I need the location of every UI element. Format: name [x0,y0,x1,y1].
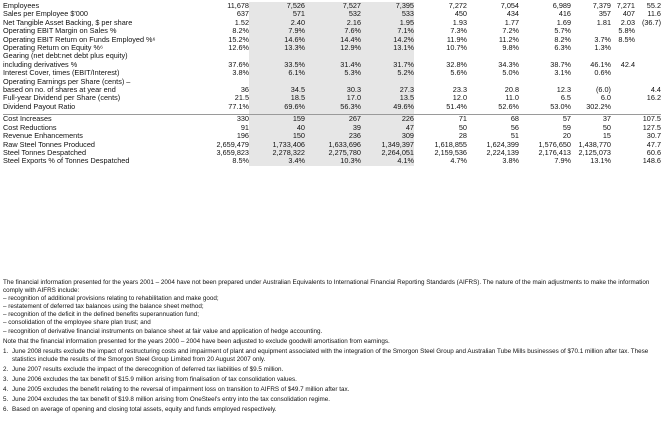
table-cell: 2,176,413 [538,147,571,157]
table-cell: 11.2% [498,34,519,44]
footnote-item [3,366,659,374]
table-cell: 2,224,139 [486,147,519,157]
table-cell: 18.5 [249,94,305,102]
table-cell: 37.6% [228,59,249,69]
table-cell: 33.5% [249,52,305,69]
table-cell: 9.8% [502,43,519,53]
table-cell: 47.7 [646,139,661,149]
table-cell [611,103,635,111]
row-label-line: Operating EBIT Return on Funds Employed %⁶ [3,34,156,44]
row-label [3,52,193,69]
table-cell: 196 [236,131,249,141]
table-cell: 50 [458,122,467,132]
table-cell [635,69,661,77]
table-cell: 309 [361,132,414,140]
table-cell: 532 [305,10,361,18]
table-cell: 77.1% [228,101,249,111]
table-cell: 1,438,770 [578,139,611,149]
table-cell: 46.1% [590,59,611,69]
table-cell: 55.2 [646,1,661,10]
table-cell: 49.6% [361,103,414,111]
table-cell [635,44,661,52]
table-cell: 60.6 [646,147,661,157]
footnote-number: 2. [3,365,9,373]
row-label [3,157,193,165]
table-cell: 330 [193,115,249,124]
table-cell: 69.6% [249,103,305,111]
table-cell: 8.2% [554,34,571,44]
table-cell: 13.3% [249,44,305,52]
table-cell: 5.3% [305,69,361,77]
footnote-item [3,348,659,364]
table-cell: 7,379 [592,1,611,10]
table-cell: 12.3 [556,85,571,95]
table-cell [611,124,635,132]
footnote-number: 3. [3,376,9,384]
table-cell: 1.52 [234,17,249,27]
footnote-item [3,406,659,414]
table-cell: 1.95 [361,19,414,27]
table-cell: 59 [562,122,571,132]
table-cell [635,36,661,44]
row-label-line: Operating Return on Equity %⁶ [3,43,103,53]
table-cell [611,132,635,140]
table-cell [611,149,635,157]
table-cell [611,78,635,95]
table-cell: 40 [249,124,305,132]
table-cell: 13.5 [361,94,414,102]
footnotes [3,279,659,414]
table-cell: 407 [622,9,635,19]
table-cell: 4.7% [450,156,467,166]
table-cell: 226 [361,115,414,124]
table-cell: 15.2% [228,34,249,44]
adjustment-item: – restatement of deferred tax balances using the balance sheet method; [3,303,204,311]
table-cell: 14.4% [305,36,361,44]
table-cell: 28 [458,131,467,141]
table-cell: 7.9% [554,156,571,166]
table-cell: 5.7% [554,26,571,36]
table-cell: 31.7% [361,52,414,69]
table-cell: 11.9% [446,34,467,44]
table-cell: 15 [602,131,611,141]
table-cell: 7.3% [450,26,467,36]
row-label-line: Revenue Enhancements [3,131,83,141]
footnote-text: June 2005 excludes the benefit relating to the reversal of impairment loss on transition to AIFRS of $49.7 million after tax. [12,386,350,394]
footnote-item [3,396,659,404]
table-row [3,78,661,95]
table-cell: 53.0% [550,101,571,111]
row-label-line: Gearing (net debt:net debt plus equity) [3,51,128,61]
table-cell: 7.1% [361,27,414,35]
table-cell: 127.5 [642,122,661,132]
table-cell [611,44,635,52]
table-cell: 42.4 [620,59,635,69]
table-cell: 13.1% [361,44,414,52]
row-label-line-2: including derivatives % [3,59,78,69]
table-cell [611,141,635,149]
table-cell: 31.4% [305,52,361,69]
table-cell: 11.0 [505,93,519,103]
table-cell: 3,659,823 [216,147,249,157]
numbered-footnotes [3,348,659,415]
table-cell: 6.1% [249,69,305,77]
table-cell: 1,576,650 [538,139,571,149]
table-cell: 2,275,780 [305,149,361,157]
row-label [3,78,193,95]
table-cell: 7,395 [361,2,414,10]
table-cell: 7,054 [500,1,519,10]
table-cell: 1,633,696 [305,141,361,149]
aifrs-adjustments-list [3,295,659,335]
table-cell: 4.1% [361,157,414,165]
table-cell: 7,272 [448,1,467,10]
adjustment-item: – recognition of additional provisions relating to rehabilitation and make good; [3,295,219,303]
table-cell: 2,264,051 [361,149,414,157]
adjustment-item: – consolidation of the employee share plan trust; and [3,319,151,327]
table-cell: 10.3% [305,157,361,165]
row-label-line: Operating EBIT Margin on Sales % [3,26,117,36]
footnote-item [3,376,659,384]
table-cell: 34.3% [498,59,519,69]
table-cell: 68 [467,115,519,124]
table-cell: 12.0 [452,93,467,103]
table-cell: 3.7% [594,34,611,44]
table-cell: 5.8% [618,26,635,36]
table-cell: 2.40 [249,19,305,27]
adjustment-item: – recognition of the deficit in the defined benefits superannuation fund; [3,311,200,319]
row-label-line: Steel Tonnes Despatched [3,147,87,157]
row-label-line: Operating Earnings per Share (cents) – [3,76,131,86]
table-cell: 2,278,322 [249,149,305,157]
table-cell: 27.3 [361,78,414,95]
statistics-table-body [3,2,661,166]
table-cell: 2,159,536 [434,147,467,157]
table-cell: 13.1% [590,156,611,166]
table-cell: 5.6% [450,68,467,78]
table-cell: (36.7) [641,17,661,27]
table-cell: 267 [305,115,361,124]
table-cell: 2.16 [305,19,361,27]
table-cell: 2,659,479 [216,139,249,149]
table-cell: 21.5 [234,93,249,103]
table-cell: 6.5 [560,93,571,103]
footnote-text: Based on average of opening and closing total assets, equity and funds employed respectively. [12,406,277,414]
table-cell: 1.81 [596,17,611,27]
adjustment-item: – recognition of derivative financial instruments on balance sheet at fair value and application of hedge accounting. [3,327,323,335]
row-label-line: Raw Steel Tonnes Produced [3,139,95,149]
table-cell: 7,271 [616,1,635,10]
row-label-line: Steel Exports % of Tonnes Despatched [3,156,130,166]
table-cell: 23.3 [452,85,467,95]
table-cell: 1.77 [504,17,519,27]
table-cell: 51.4% [446,101,467,111]
table-cell: 34.5 [249,78,305,95]
footnote-number: 4. [3,386,9,394]
aifrs-intro-note: The financial information presented for the years 2001 – 2004 have not been prepared under Australian Equivalents to International Financial Reporting Standards (AIFRS). The nature of the main adjustments to make the information comply with AIFRS include: [3,279,650,295]
table-cell [635,103,661,111]
table-cell: 148.6 [642,156,661,166]
table-cell: 3.1% [554,68,571,78]
table-cell: 1.93 [452,17,467,27]
table-cell: 533 [361,10,414,18]
table-cell: 47 [361,124,414,132]
table-row [3,103,661,111]
row-label-line: Cost Increases [3,114,52,124]
table-cell: 2,125,073 [578,147,611,157]
table-cell: 1.3% [594,43,611,53]
table-cell: 11.6 [647,9,661,19]
goodwill-note: Note that the financial information presented for the years 2000 – 2004 have been adjusted to exclude goodwill amortisation from earnings. [3,337,390,345]
row-label-line: Net Tangible Asset Backing, $ per share [3,17,133,27]
footnote-number: 5. [3,396,9,404]
footnote-item [3,386,659,394]
table-cell: 52.6% [498,101,519,111]
table-cell: 0.6% [594,68,611,78]
row-label [3,103,193,111]
table-cell: 8.5% [618,34,635,44]
table-cell: 3.4% [249,157,305,165]
table-cell: 91 [240,122,249,132]
footnote-text: June 2006 excludes the tax benefit of $15.9 million arising from finalisation of tax consolidation values. [12,376,297,384]
footnote-text: June 2007 results exclude the impact of the derecognition of deferred tax liabilities of $9.5 million. [12,365,284,373]
table-cell: 16.2 [646,93,661,103]
table-cell: 14.2% [361,36,414,44]
table-cell: 1,624,399 [486,139,519,149]
table-cell: 17.0 [305,94,361,102]
table-cell: 450 [454,9,467,19]
table-cell: 30.7 [646,131,661,141]
table-cell: 39 [305,124,361,132]
table-row [3,52,661,69]
table-cell: 7.2% [502,26,519,36]
row-label-line: Sales per Employee $'000 [3,9,88,19]
table-cell: 159 [249,115,305,124]
table-cell: 7,526 [249,2,305,10]
table-cell: 71 [414,115,467,124]
row-label-line-2: based on no. of shares at year end [3,85,116,95]
table-cell: 150 [249,132,305,140]
table-cell: 1,618,855 [434,139,467,149]
table-cell: 5.0% [502,68,519,78]
statistics-table [3,2,661,166]
table-cell: 434 [506,9,519,19]
table-cell: 107.5 [635,115,661,124]
table-cell: 416 [558,9,571,19]
table-cell [611,69,635,77]
table-cell: 1,349,397 [361,141,414,149]
table-cell: 3.8% [232,68,249,78]
row-label-line: Full-year Dividend per Share (cents) [3,93,121,103]
table-cell: 50 [602,122,611,132]
table-cell: 3.8% [502,156,519,166]
table-cell: 6.0 [600,93,611,103]
footnote-text: June 2004 excludes the tax benefit of $19.8 million arising from OneSteel's entry into the tax consolidation regime. [12,396,330,404]
table-cell: 302.2% [586,101,611,111]
row-label-line: Cost Reductions [3,122,57,132]
table-cell: 30.3 [305,78,361,95]
row-label-line: Interest Cover, times (EBIT/Interest) [3,68,120,78]
table-cell: 36 [240,85,249,95]
table-cell: 32.8% [446,59,467,69]
table-cell [611,115,635,124]
table-cell: 637 [236,9,249,19]
table-cell: (6.0) [595,85,611,95]
table-cell: 7.9% [249,27,305,35]
table-cell: 56 [510,122,519,132]
table-cell: 51 [510,131,519,141]
table-cell: 6.3% [554,43,571,53]
table-cell: 10.7% [446,43,467,53]
table-cell: 6,989 [552,1,571,10]
table-cell [611,157,635,165]
table-cell [611,94,635,102]
table-cell: 56.3% [305,103,361,111]
table-cell: 1.69 [556,17,571,27]
table-cell: 357 [598,9,611,19]
footnote-number: 6. [3,406,9,414]
table-cell: 571 [249,10,305,18]
table-cell: 37 [571,115,611,124]
row-label-line: Employees [3,1,40,10]
table-cell [635,27,661,35]
table-row [3,157,661,165]
table-cell: 2.03 [620,17,635,27]
table-cell: 20 [562,131,571,141]
table-cell: 5.2% [361,69,414,77]
table-cell: 11,678 [227,1,249,10]
table-cell: 14.6% [249,36,305,44]
footnote-number: 1. [3,347,9,355]
table-cell: 38.7% [550,59,571,69]
table-cell: 12.6% [228,43,249,53]
table-cell: 236 [305,132,361,140]
table-cell: 57 [519,115,571,124]
table-cell: 20.8 [504,85,519,95]
footnote-text: June 2008 results exclude the impact of restructuring costs and impairment of plant and equipment associated with the integration of the Smorgon Steel Group and Australian Tube Mills businesses of $70.1 million after tax. These statistics include the results of the Smorgon Steel Group Limited from 20 August 2007 only. [12,347,649,363]
row-label-line: Dividend Payout Ratio [3,101,76,111]
table-cell: 12.9% [305,44,361,52]
table-cell: 7.6% [305,27,361,35]
table-cell: 4.4 [650,85,661,95]
table-cell: 7,527 [305,2,361,10]
table-cell: 8.5% [232,156,249,166]
table-cell: 8.2% [232,26,249,36]
table-cell [635,52,661,69]
table-cell: 1,733,406 [249,141,305,149]
